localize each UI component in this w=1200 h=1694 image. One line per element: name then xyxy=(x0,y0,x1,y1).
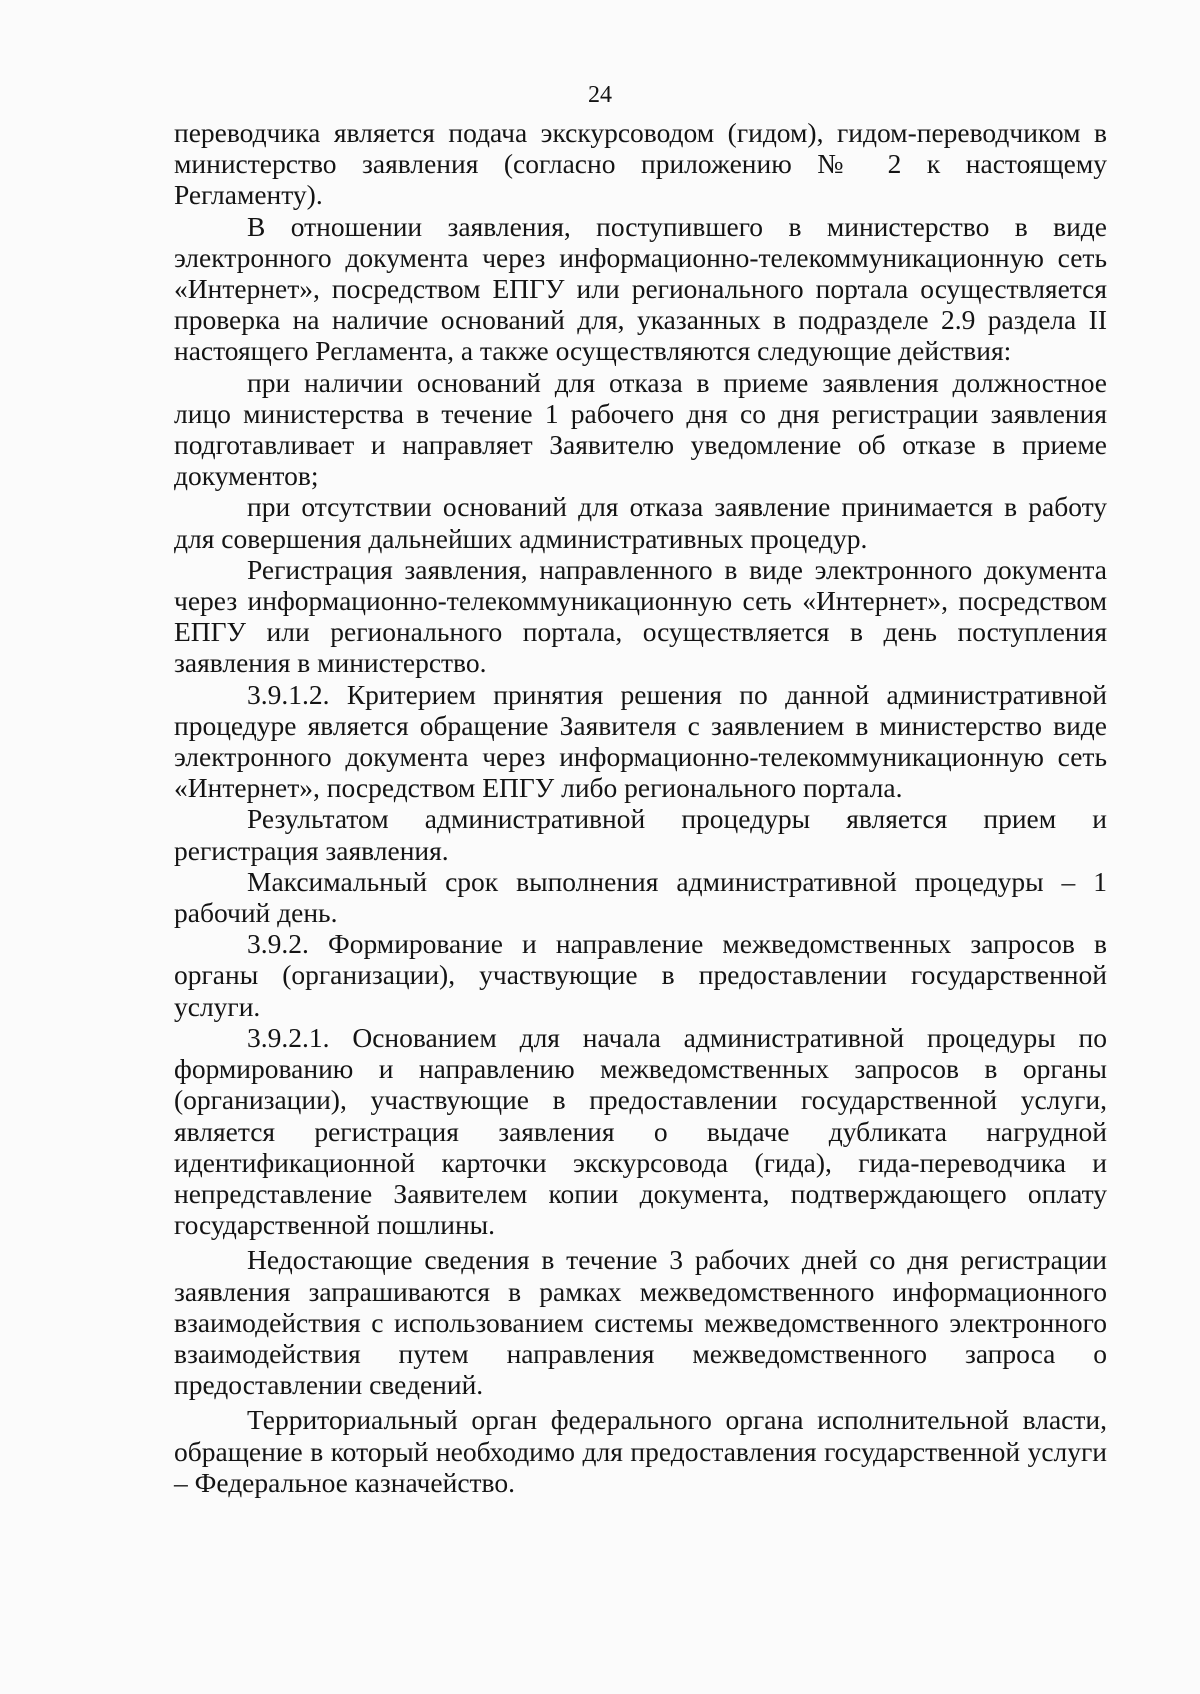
paragraph: 3.9.1.2. Критерием принятия решения по данной административной процедуре является обращение Заявителя с заявлением в министерство виде электронного документа через информационно-телекоммуникационную сеть «Интернет», посредством ЕПГУ либо регионального портала. xyxy=(174,678,1107,804)
paragraph: при отсутствии оснований для отказа заявление принимается в работу для совершения дальнейших административных процедур. xyxy=(174,491,1107,554)
paragraph: при наличии оснований для отказа в приеме заявления должностное лицо министерства в течение 1 рабочего дня со дня регистрации заявления подготавливает и направляет Заявителю уведомление об отказе в приеме документов; xyxy=(174,366,1107,492)
paragraph: переводчика является подача экскурсоводом (гидом), гидом-переводчиком в министерство заявления (согласно приложению № 2 к настоящему Регламенту). xyxy=(174,117,1107,211)
paragraph: Максимальный срок выполнения административной процедуры – 1 рабочий день. xyxy=(174,865,1107,929)
document-body xyxy=(174,117,1107,1498)
paragraph: 3.9.2.1. Основанием для начала административной процедуры по формированию и направлению межведомственных запросов в органы (организации), участвующие в предоставлении государственной услуги, является регистрация заявления о выдаче дубликата нагрудной идентификационной карточки экскурсовода (гида), гида-переводчика и непредставление Заявителем копии документа, подтверждающего оплату государственной пошлины. xyxy=(174,1021,1107,1241)
paragraph: Недостающие сведения в течение 3 рабочих дней со дня регистрации заявления запрашиваются в рамках межведомственного информационного взаимодействия с использованием системы межведомственного электронного взаимодействия путем направления межведомственного запроса о предоставлении сведений. xyxy=(174,1244,1107,1401)
paragraph: Результатом административной процедуры является прием и регистрация заявления. xyxy=(174,803,1107,866)
paragraph: В отношении заявления, поступившего в министерство в виде электронного документа через информационно-телекоммуникационную сеть «Интернет», посредством ЕПГУ или регионального портала осуществляется проверка на наличие оснований для, указанных в подразделе 2.9 раздела II настоящего Регламента, а также осуществляются следующие действия: xyxy=(174,210,1107,367)
paragraph: 3.9.2. Формирование и направление межведомственных запросов в органы (организации), участвующие в предоставлении государственной услуги. xyxy=(174,928,1107,1022)
paragraph: Территориальный орган федерального органа исполнительной власти, обращение в который необходимо для предоставления государственной услуги – Федеральное казначейство. xyxy=(174,1404,1107,1498)
paragraph: Регистрация заявления, направленного в виде электронного документа через информационно-телекоммуникационную сеть «Интернет», посредством ЕПГУ или регионального портала, осуществляется в день поступления заявления в министерство. xyxy=(174,553,1107,679)
page-number: 24 xyxy=(588,82,612,108)
